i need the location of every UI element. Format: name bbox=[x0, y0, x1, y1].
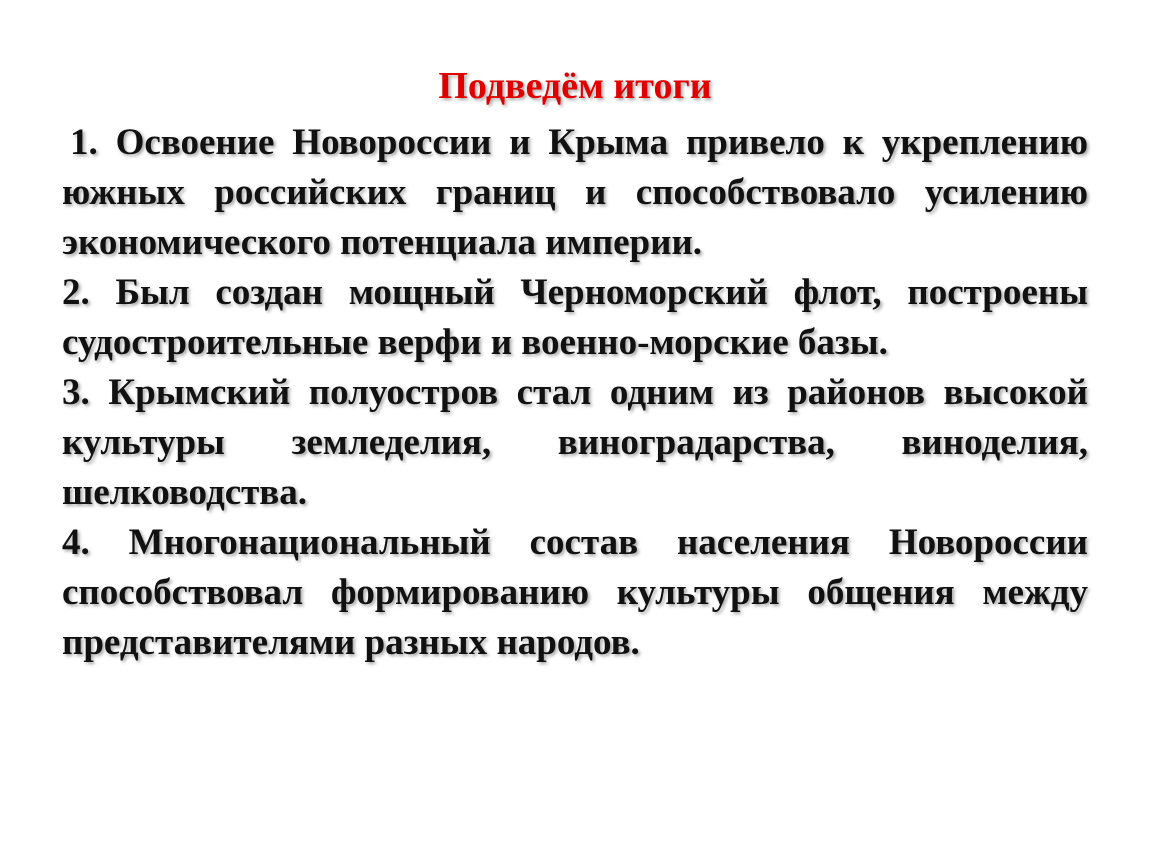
slide-title: Подведём итоги bbox=[438, 65, 712, 107]
summary-list bbox=[62, 118, 1088, 668]
summary-item-3: 3. Крымский полуостров стал одним из районов высокой культуры земледелия, виноградарства, виноделия, шелководства. bbox=[62, 372, 1088, 513]
summary-item-2: 2. Был создан мощный Черноморский флот, построены судостроительные верфи и военно-морские базы. bbox=[62, 272, 1088, 363]
summary-item-1: 1. Освоение Новороссии и Крыма привело к укреплению южных российских границ и способствовало усилению экономического потенциала империи. bbox=[62, 122, 1088, 263]
summary-item-4: 4. Многонациональный состав населения Новороссии способствовал формированию культуры общения между представителями разных народов. bbox=[62, 522, 1088, 663]
